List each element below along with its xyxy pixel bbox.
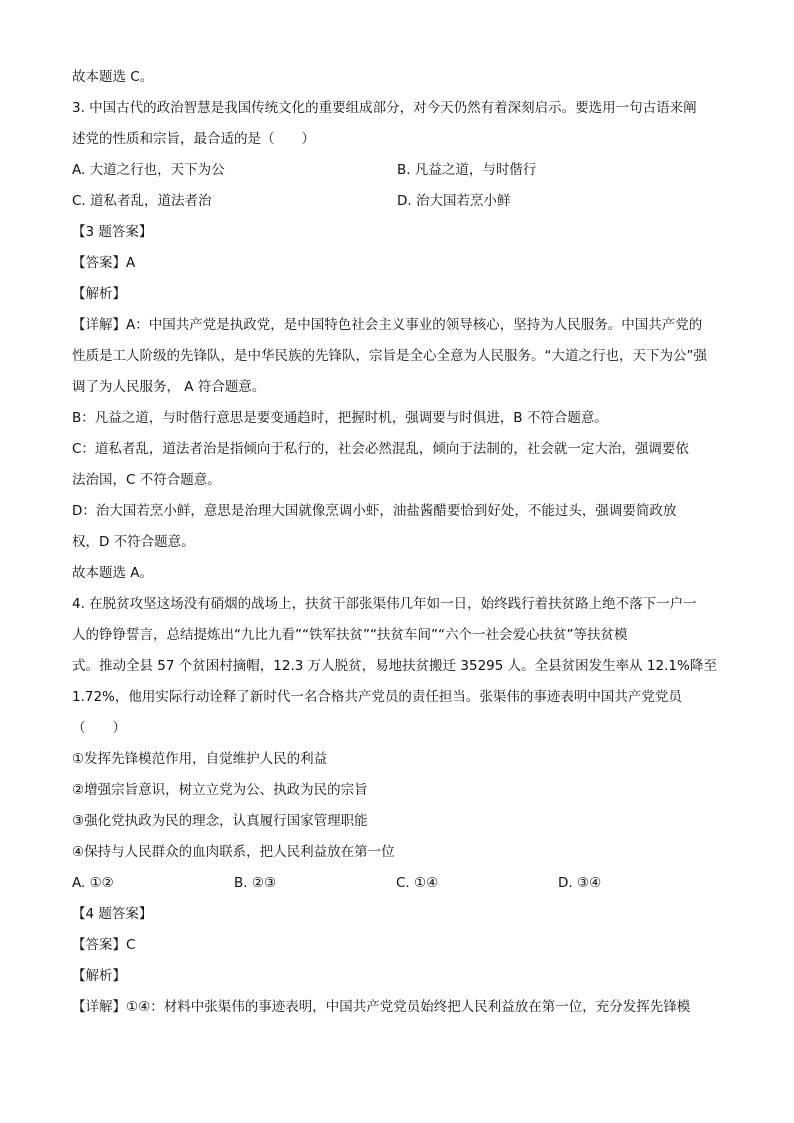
- q4-statement-4: ④保持与人民群众的血肉联系，把人民利益放在第一位: [72, 844, 395, 860]
- q3-option-a: A. 大道之行也，天下为公: [72, 162, 225, 178]
- q4-stem-line: 人的铮铮誓言，总结提炼出“九比九看”“铁军扶贫”“扶贫车间”“六个一社会爱心扶贫”等扶贫模: [72, 627, 628, 643]
- q3-detail-line: B：凡益之道，与时偕行意思是要变通趋时，把握时机，强调要与时俱进，B 不符合题意。: [72, 410, 608, 426]
- q3-stem-line-2: 述党的性质和宗旨，最合适的是（ ）: [72, 131, 315, 147]
- q4-answer-block: 【4 题答案】: [72, 906, 153, 922]
- q4-statement-1: ①发挥先锋模范作用，自觉维护人民的利益: [72, 751, 328, 767]
- q4-stem-line: 1.72%，他用实际行动诠释了新时代一名合格共产党员的责任担当。张渠伟的事迹表明中国共产党党员: [72, 689, 682, 705]
- q4-answer: 【答案】C: [72, 937, 136, 953]
- q3-option-b: B. 凡益之道，与时偕行: [397, 162, 537, 178]
- q3-option-d: D. 治大国若烹小鲜: [397, 193, 511, 209]
- q3-detail-line: 调了为人民服务， A 符合题意。: [72, 379, 266, 395]
- q4-stem-line: 4. 在脱贫攻坚这场没有硝烟的战场上，扶贫干部张渠伟几年如一日，始终践行着扶贫路上绝不落下一户一: [72, 596, 697, 612]
- q4-statement-3: ③强化党执政为民的理念，认真履行国家管理职能: [72, 813, 368, 829]
- q3-detail-line: 【详解】A：中国共产党是执政党，是中国特色社会主义事业的领导核心，坚持为人民服务。中国共产党的: [72, 317, 703, 333]
- q3-answer: 【答案】A: [72, 255, 136, 271]
- q4-options-row: [72, 868, 732, 899]
- q3-options-row-1: [72, 155, 732, 186]
- q3-options-row-2: [72, 186, 732, 217]
- q3-conclusion: 故本题选 A。: [72, 565, 154, 581]
- q4-option-a: A. ①②: [72, 875, 114, 891]
- q4-stem-blank: （ ）: [72, 720, 126, 736]
- q4-detail-line: 【详解】①④：材料中张渠伟的事迹表明，中国共产党党员始终把人民利益放在第一位，充分发挥先锋模: [72, 999, 691, 1015]
- question-4: [72, 589, 732, 1023]
- q3-answer-block: 【3 题答案】: [72, 224, 153, 240]
- question-3: [72, 93, 732, 589]
- q4-option-d: D. ③④: [558, 875, 602, 891]
- q3-stem-line-1: 3. 中国古代的政治智慧是我国传统文化的重要组成部分，对今天仍然有着深刻启示。要选用一句古语来阐: [72, 100, 697, 116]
- q3-detail-line: 权，D 不符合题意。: [72, 534, 195, 550]
- q4-stem-line: 式。推动全县 57 个贫困村摘帽，12.3 万人脱贫，易地扶贫搬迁 35295 人。全县贫困发生率从 12.1%降至: [72, 658, 717, 674]
- q4-option-b: B. ②③: [234, 875, 277, 891]
- q4-statement-2: ②增强宗旨意识，树立立党为公、执政为民的宗旨: [72, 782, 368, 798]
- q3-detail-line: C：道私者乱，道法者治是指倾向于私行的，社会必然混乱，倾向于法制的，社会就一定大治，强调要依: [72, 441, 689, 457]
- q3-option-c: C. 道私者乱，道法者治: [72, 193, 212, 209]
- q3-detail-line: D：治大国若烹小鲜，意思是治理大国就像烹调小虾，油盐酱醋要恰到好处，不能过头，强调要简政放: [72, 503, 677, 519]
- q3-detail-line: 法治国，C 不符合题意。: [72, 472, 221, 488]
- conclusion-line: 故本题选 C。: [72, 69, 154, 85]
- q4-analysis-heading: 【解析】: [72, 968, 126, 984]
- document-page: [72, 62, 732, 1023]
- q3-detail-line: 性质是工人阶级的先锋队，是中华民族的先锋队，宗旨是全心全意为人民服务。“大道之行也，天下为公”强: [72, 348, 707, 364]
- q4-option-c: C. ①④: [396, 875, 439, 891]
- q3-analysis-heading: 【解析】: [72, 286, 126, 302]
